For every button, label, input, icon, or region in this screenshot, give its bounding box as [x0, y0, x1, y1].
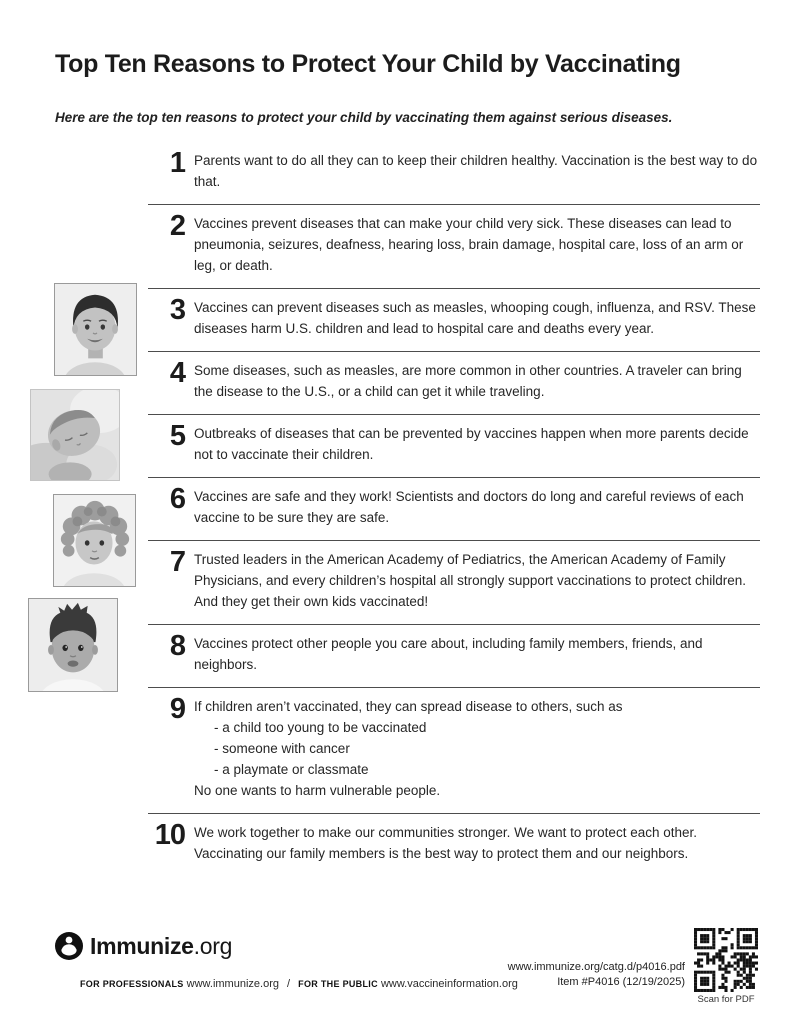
reason-number: 5 [169, 420, 185, 452]
reason-number: 1 [169, 147, 185, 179]
reason-sub-bullet: - someone with cancer [214, 741, 350, 756]
reasons-list [148, 142, 760, 876]
item-number: Item #P4016 (12/19/2025) [557, 976, 685, 988]
for-professionals-label: FOR PROFESSIONALS [80, 979, 184, 989]
reason-number: 6 [169, 483, 185, 515]
for-the-public-label: FOR THE PUBLIC [298, 979, 378, 989]
logo-wordmark: Immunize.org [90, 932, 233, 959]
reason-item [148, 142, 760, 205]
footer-links [80, 978, 518, 990]
reason-text: Some diseases, such as measles, are more common in other countries. A traveler can bring the disease to the U.S., or a child can get it while traveling. [194, 363, 742, 399]
page-title: Top Ten Reasons to Protect Your Child by Vaccinating [55, 50, 681, 78]
footer-document-info [508, 960, 685, 990]
reason-item [148, 352, 760, 415]
reason-item [148, 688, 760, 814]
reason-item [148, 289, 760, 352]
qr-block [692, 928, 760, 1005]
reason-item [148, 415, 760, 478]
public-url-link[interactable]: www.vaccineinformation.org [380, 978, 518, 990]
reason-text: Parents want to do all they can to keep their children healthy. Vaccination is the best way to do that. [194, 153, 758, 189]
reason-text: Vaccines prevent diseases that can make your child very sick. These diseases can lead to pneumonia, seizures, deafness, hearing loss, brain damage, hospital care, loss of an arm or leg, or death. [194, 216, 744, 273]
page-subtitle: Here are the top ten reasons to protect your child by vaccinating them against serious diseases. [55, 110, 673, 125]
sleeping-newborn-photo [30, 389, 120, 481]
reason-sub-bullet: - a playmate or classmate [214, 762, 369, 777]
reason-number: 4 [169, 357, 185, 389]
reason-item [148, 541, 760, 625]
reason-item [148, 205, 760, 289]
reason-text: Trusted leaders in the American Academy of Pediatrics, the American Academy of Family Physicians, and every children’s hospital all strongly support vaccinations to protect children. And they get their own kids vaccinated! [194, 552, 747, 609]
reason-number: 9 [169, 693, 185, 725]
pdf-url-link[interactable]: www.immunize.org/catg.d/p4016.pdf [507, 961, 685, 973]
immunize-logo-icon [55, 932, 83, 960]
reason-sub-bullet: - a child too young to be vaccinated [214, 720, 427, 735]
reason-number: 7 [169, 546, 185, 578]
reason-number: 10 [154, 819, 185, 851]
qr-caption: Scan for PDF [697, 994, 755, 1005]
reason-item [148, 625, 760, 688]
reason-text: Vaccines can prevent diseases such as measles, whooping cough, influenza, and RSV. These diseases harm U.S. children and lead to hospital care and deaths every year. [194, 300, 756, 336]
footer-logo [55, 932, 232, 960]
reason-text: If children aren’t vaccinated, they can spread disease to others, such as - a child too young to be vaccinated - someone with cancer - a playmate or classmate No one wants to harm vulnerable people. [194, 696, 760, 801]
reason-number: 2 [169, 210, 185, 242]
professionals-url-link[interactable]: www.immunize.org [186, 978, 279, 990]
qr-code-icon [694, 928, 758, 992]
reason-text: Vaccines protect other people you care about, including family members, friends, and neighbors. [194, 636, 703, 672]
reason-text: We work together to make our communities stronger. We want to protect each other. Vaccinating our family members is the best way to protect them and our neighbors. [194, 825, 697, 861]
reason-text: Vaccines are safe and they work! Scientists and doctors do long and careful reviews of each vaccine to be sure they are safe. [194, 489, 744, 525]
reason-item [148, 814, 760, 876]
smiling-boy-photo [54, 283, 137, 376]
curly-haired-toddler-photo [53, 494, 136, 587]
reason-closing-line: No one wants to harm vulnerable people. [194, 783, 441, 798]
reason-number: 8 [169, 630, 185, 662]
reason-item [148, 478, 760, 541]
smiling-baby-photo [28, 598, 118, 692]
reason-text: Outbreaks of diseases that can be prevented by vaccines happen when more parents decide not to vaccinate their children. [194, 426, 749, 462]
reason-number: 3 [169, 294, 185, 326]
links-separator: / [287, 978, 291, 990]
